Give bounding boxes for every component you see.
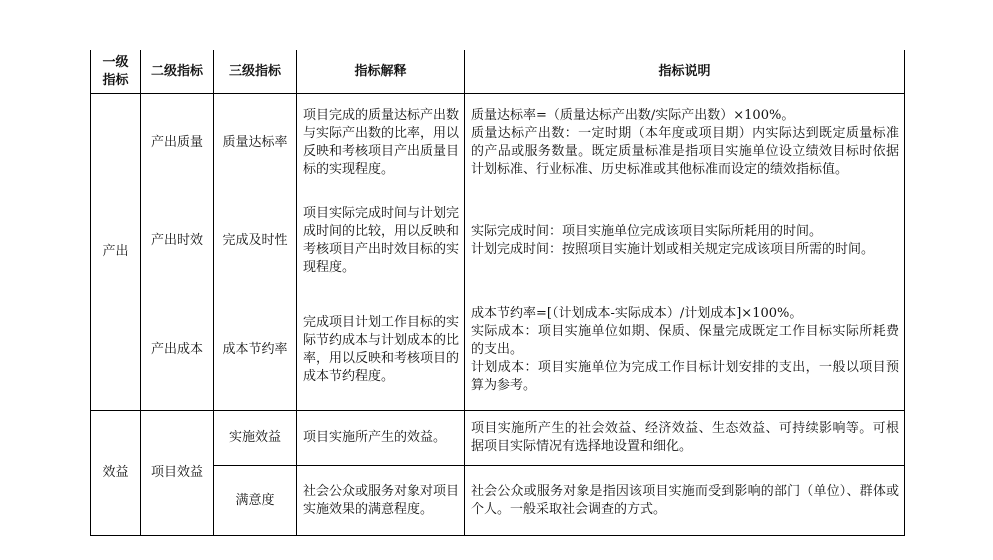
level3-implementation-benefit: 实施效益 (228, 430, 281, 445)
level3-cost-saving: 成本节约率 (222, 342, 288, 357)
level2-output-timeliness: 产出时效 (150, 233, 203, 248)
level3-satisfaction: 满意度 (235, 492, 275, 508)
level2-output-quality: 产出质量 (150, 135, 203, 150)
explain-satisfaction: 社会公众或服务对象对项目实施效果的满意程度。 (303, 483, 460, 517)
notes-quality-rate: 质量达标率=（质量达标产出数/实际产出数）×100%。 质量达标产出数：一定时期（本年度或项目期）内实际达到既定质量标准的产品或服务数量。既定质量标准是指项目实施单位设立绩效目标时依据计划标准、行业标准、历史标准或其他标准而设定的绩效指标值。 (471, 108, 899, 177)
level3-quality-rate: 质量达标率 (222, 135, 288, 150)
explain-implementation-benefit: 项目实施所产生的效益。 (303, 430, 447, 445)
notes-satisfaction: 社会公众或服务对象是指因该项目实施而受到影响的部门（单位）、群体或个人。一般采取社会调查的方式。 (471, 483, 899, 517)
col-divider-4 (464, 50, 465, 536)
level1-output: 产出 (102, 244, 129, 259)
header-level1: 一级指标 (102, 55, 129, 88)
header-notes: 指标说明 (658, 64, 711, 79)
header-explain: 指标解释 (354, 64, 407, 79)
level1-benefit: 效益 (102, 465, 129, 480)
explain-cost-saving: 完成项目计划工作目标的实际节约成本与计划成本的比率，用以反映和考核项目的成本节约程度。 (303, 315, 460, 384)
header-level3: 三级指标 (228, 64, 281, 79)
level2-project-benefit: 项目效益 (150, 465, 203, 480)
notes-implementation-benefit: 项目实施所产生的社会效益、经济效益、生态效益、可持续影响等。可根据项目实际情况有选择地设置和细化。 (471, 421, 899, 454)
table-border-bottom (90, 535, 905, 536)
notes-timeliness: 实际完成时间：项目实施单位完成该项目实际所耗用的时间。 计划完成时间：按照项目实施计划或相关规定完成该项目所需的时间。 (471, 224, 875, 257)
level2-output-cost: 产出成本 (150, 342, 203, 357)
explain-quality-rate: 项目完成的质量达标产出数与实际产出数的比率，用以反映和考核项目产出质量目标的实现程度。 (303, 108, 460, 177)
level3-timeliness: 完成及时性 (222, 233, 288, 248)
table-border-right (904, 50, 905, 536)
col-divider-3 (296, 50, 297, 536)
explain-timeliness: 项目实际完成时间与计划完成时间的比较，用以反映和考核项目产出时效目标的实现程度。 (303, 206, 460, 275)
header-level2: 二级指标 (150, 64, 203, 79)
notes-cost-saving: 成本节约率=[（计划成本-实际成本）/计划成本]×100%。 实际成本：项目实施单位如期、保质、保量完成既定工作目标实际所耗费的支出。 计划成本：项目实施单位为完成工作目标计划安排的支出，一般以项目预算为参考。 (471, 306, 899, 393)
